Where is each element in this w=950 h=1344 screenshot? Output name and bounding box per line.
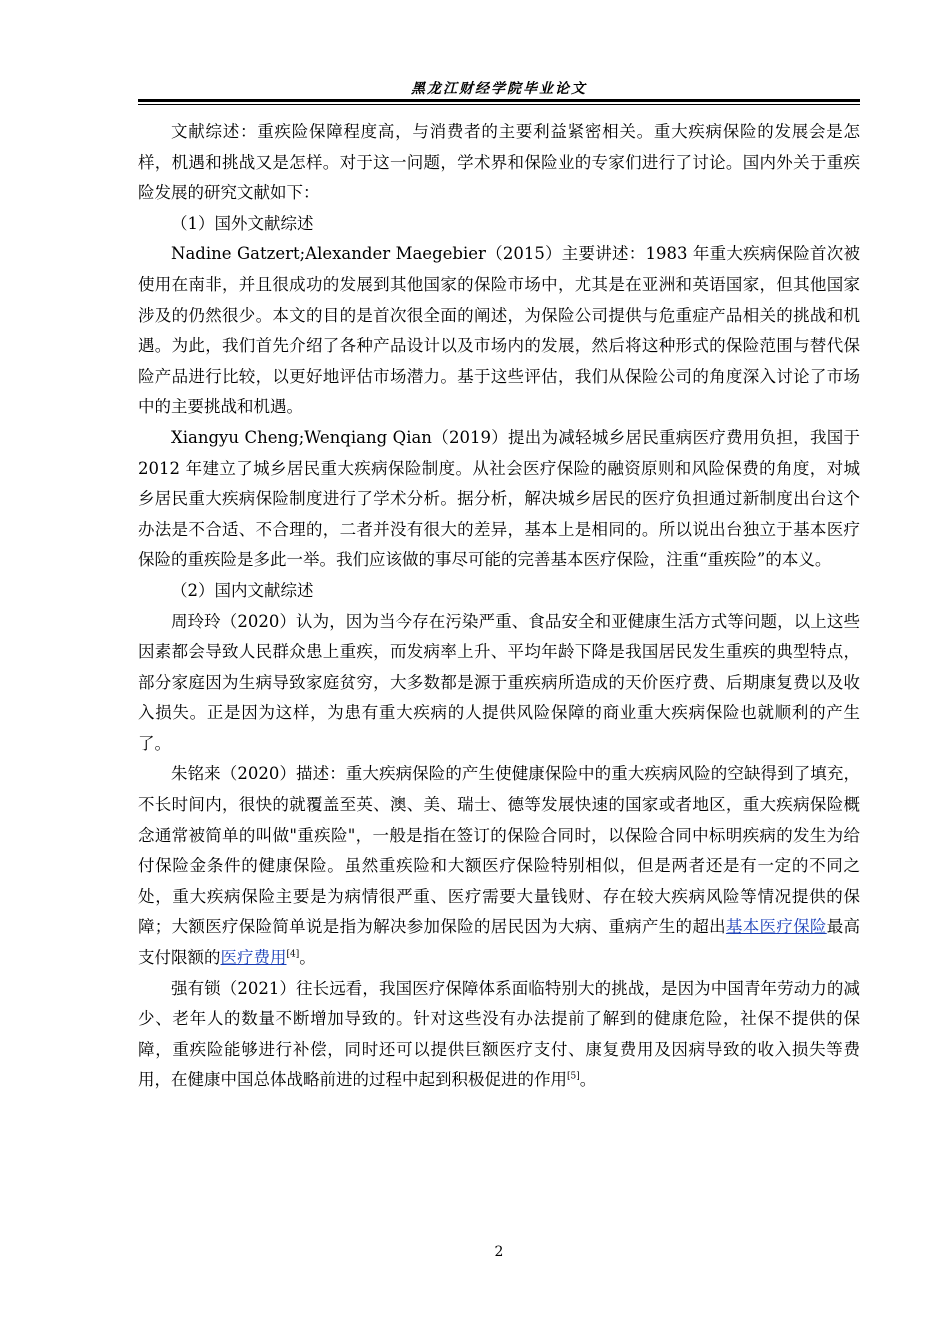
page-header-title: 黑龙江财经学院毕业论文 [411,81,587,97]
body-text [138,117,860,1096]
paragraph-intro: 文献综述：重疾险保障程度高，与消费者的主要利益紧密相关。重大疾病保险的发展会是怎样，机遇和挑战又是怎样。对于这一问题，学术界和保险业的专家们进行了讨论。国内外关于重疾险发展的研究文献如下： [138,122,860,203]
citation-4: [4] [286,949,300,960]
paragraph-zhu [138,759,860,973]
header-rule-thin [138,104,860,105]
paragraph-qiang [138,974,860,1096]
paragraph-zhou: 周玲玲（2020）认为，因为当今存在污染严重、食品安全和亚健康生活方式等问题，以上这些因素都会导致人民群众患上重疾，而发病率上升、平均年龄下降是我国居民发生重疾的典型特点，部分家庭因为生病导致家庭贫穷，大多数都是源于重疾病所造成的天价医疗费、后期康复费以及收入损失。正是因为这样，为患有重大疾病的人提供风险保障的商业重大疾病保险也就顺利的产生了。 [138,611,860,753]
header-rule-thick [138,99,860,102]
paragraph-zhu-text: 朱铭来（2020）描述：重大疾病保险的产生使健康保险中的重大疾病风险的空缺得到了填充，不长时间内，很快的就覆盖至英、澳、美、瑞士、德等发展快速的国家或者地区，重大疾病保险概念通常被简单的叫做"重疾险"，一般是指在签订的保险合同时，以保险合同中标明疾病的发生为给付保险金条件的健康保险。虽然重疾险和大额医疗保险特别相似，但是两者还是有一定的不同之处，重大疾病保险主要是为病情很严重、医疗需要大量钱财、存在较大疾病风险等情况提供的保障；大额医疗保险简单说是指为解决参加保险的居民因为大病、重病产生的超出 [138,764,860,937]
paragraph-cheng: Xiangyu Cheng;Wenqiang Qian（2019）提出为减轻城乡居民重病医疗费用负担，我国于 2012 年建立了城乡居民重大疾病保险制度。从社会医疗保险的融资原则和风险保费的角度，对城乡居民重大疾病保险制度进行了学术分析。据分析，解决城乡居民的医疗负担通过新制度出台这个办法是不合适、不合理的，二者并没有很大的差异，基本上是相同的。所以说出台独立于基本医疗保险的重疾险是多此一举。我们应该做的事尽可能的完善基本医疗保险，注重“重疾险”的本义。 [138,427,860,570]
citation-5: [5] [567,1071,580,1082]
section-heading-foreign: （1）国外文献综述 [171,213,314,233]
section-heading-domestic: （2）国内文献综述 [171,580,314,600]
paragraph-zhu-text-middle: 最高支付限额的 [138,917,861,968]
paragraph-zhu-end: 。 [299,948,316,968]
link-basic-medical-insurance[interactable]: 基本医疗保险 [725,917,827,937]
paragraph-qiang-end: 。 [579,1070,597,1090]
link-medical-expenses[interactable]: 医疗费用 [220,948,287,968]
paragraph-qiang-text: 强有锁（2021）往长远看，我国医疗保障体系面临特别大的挑战，是因为中国青年劳动力的减少、老年人的数量不断增加导致的。针对这些没有办法提前了解到的健康危险，社保不提供的保障，重疾险能够进行补偿，同时还可以提供巨额医疗支付、康复费用及因病导致的收入损失等费用，在健康中国总体战略前进的过程中起到积极促进的作用 [138,978,860,1090]
paragraph-gatzert: Nadine Gatzert;Alexander Maegebier（2015）主要讲述：1983 年重大疾病保险首次被使用在南非，并且很成功的发展到其他国家的保险市场中，尤其是在亚洲和英语国家，但其他国家涉及的仍然很少。本文的目的是首次很全面的阐述，为保险公司提供与危重症产品相关的挑战和机遇。为此，我们首先介绍了各种产品设计以及市场内的发展，然后将这种形式的保险范围与替代保险产品进行比较，以更好地评估市场潜力。基于这些评估，我们从保险公司的角度深入讨论了市场中的主要挑战和机遇。 [138,244,860,417]
page-number: 2 [494,1244,504,1260]
